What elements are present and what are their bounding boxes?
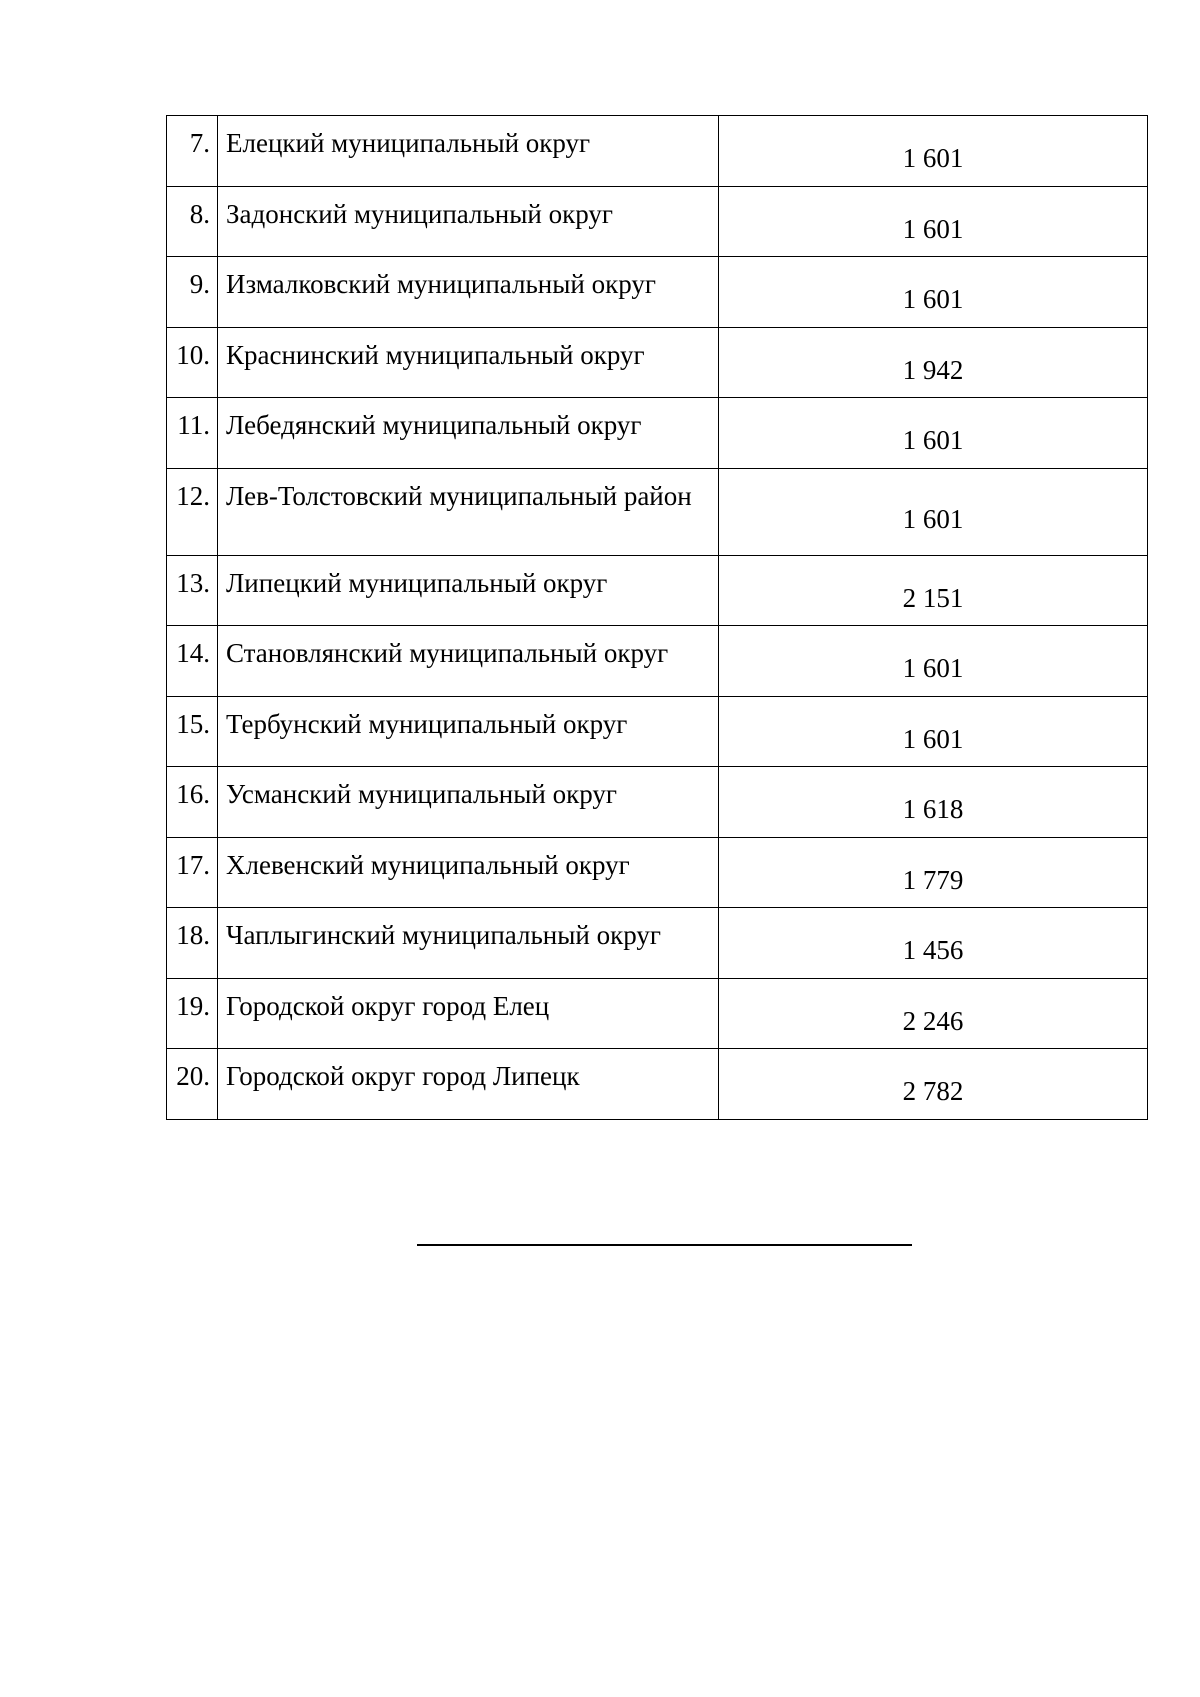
table-row xyxy=(167,908,1148,979)
municipality-name: Городской округ город Липецк xyxy=(218,1049,719,1120)
amount-value: 1 601 xyxy=(719,257,1148,328)
amount-value: 1 601 xyxy=(719,468,1148,555)
row-number: 14. xyxy=(167,626,218,697)
amount-value: 2 151 xyxy=(719,555,1148,626)
table-row xyxy=(167,116,1148,187)
municipality-name: Елецкий муниципальный округ xyxy=(218,116,719,187)
municipality-name: Хлевенский муниципальный округ xyxy=(218,837,719,908)
amount-value: 1 601 xyxy=(719,696,1148,767)
municipality-name: Становлянский муниципальный округ xyxy=(218,626,719,697)
closing-rule xyxy=(417,1244,912,1246)
amount-value: 2 246 xyxy=(719,978,1148,1049)
row-number: 17. xyxy=(167,837,218,908)
amount-value: 2 782 xyxy=(719,1049,1148,1120)
row-number: 15. xyxy=(167,696,218,767)
table-row xyxy=(167,327,1148,398)
table-row xyxy=(167,626,1148,697)
row-number: 11. xyxy=(167,398,218,469)
row-number: 19. xyxy=(167,978,218,1049)
amount-value: 1 601 xyxy=(719,398,1148,469)
amount-value: 1 942 xyxy=(719,327,1148,398)
row-number: 12. xyxy=(167,468,218,555)
municipality-name: Городской округ город Елец xyxy=(218,978,719,1049)
table-row xyxy=(167,468,1148,555)
table-row xyxy=(167,696,1148,767)
municipality-name: Липецкий муниципальный округ xyxy=(218,555,719,626)
amount-value: 1 601 xyxy=(719,116,1148,187)
municipality-name: Тербунский муниципальный округ xyxy=(218,696,719,767)
row-number: 13. xyxy=(167,555,218,626)
amount-value: 1 601 xyxy=(719,626,1148,697)
municipality-name: Задонский муниципальный округ xyxy=(218,186,719,257)
municipality-name: Усманский муниципальный округ xyxy=(218,767,719,838)
municipality-name: Лев-Толстовский муниципальный район xyxy=(218,468,719,555)
row-number: 10. xyxy=(167,327,218,398)
allocation-table xyxy=(166,115,1148,1120)
municipality-name: Краснинский муниципальный округ xyxy=(218,327,719,398)
table-row xyxy=(167,398,1148,469)
municipality-name: Измалковский муниципальный округ xyxy=(218,257,719,328)
table-body xyxy=(167,116,1148,1120)
table-row xyxy=(167,1049,1148,1120)
row-number: 8. xyxy=(167,186,218,257)
row-number: 7. xyxy=(167,116,218,187)
amount-value: 1 601 xyxy=(719,186,1148,257)
municipality-name: Чаплыгинский муниципальный округ xyxy=(218,908,719,979)
row-number: 18. xyxy=(167,908,218,979)
row-number: 9. xyxy=(167,257,218,328)
amount-value: 1 779 xyxy=(719,837,1148,908)
table-row xyxy=(167,555,1148,626)
table-row xyxy=(167,257,1148,328)
amount-value: 1 456 xyxy=(719,908,1148,979)
municipality-name: Лебедянский муниципальный округ xyxy=(218,398,719,469)
table-row xyxy=(167,186,1148,257)
amount-value: 1 618 xyxy=(719,767,1148,838)
table-row xyxy=(167,837,1148,908)
table-row xyxy=(167,767,1148,838)
table-row xyxy=(167,978,1148,1049)
row-number: 16. xyxy=(167,767,218,838)
row-number: 20. xyxy=(167,1049,218,1120)
